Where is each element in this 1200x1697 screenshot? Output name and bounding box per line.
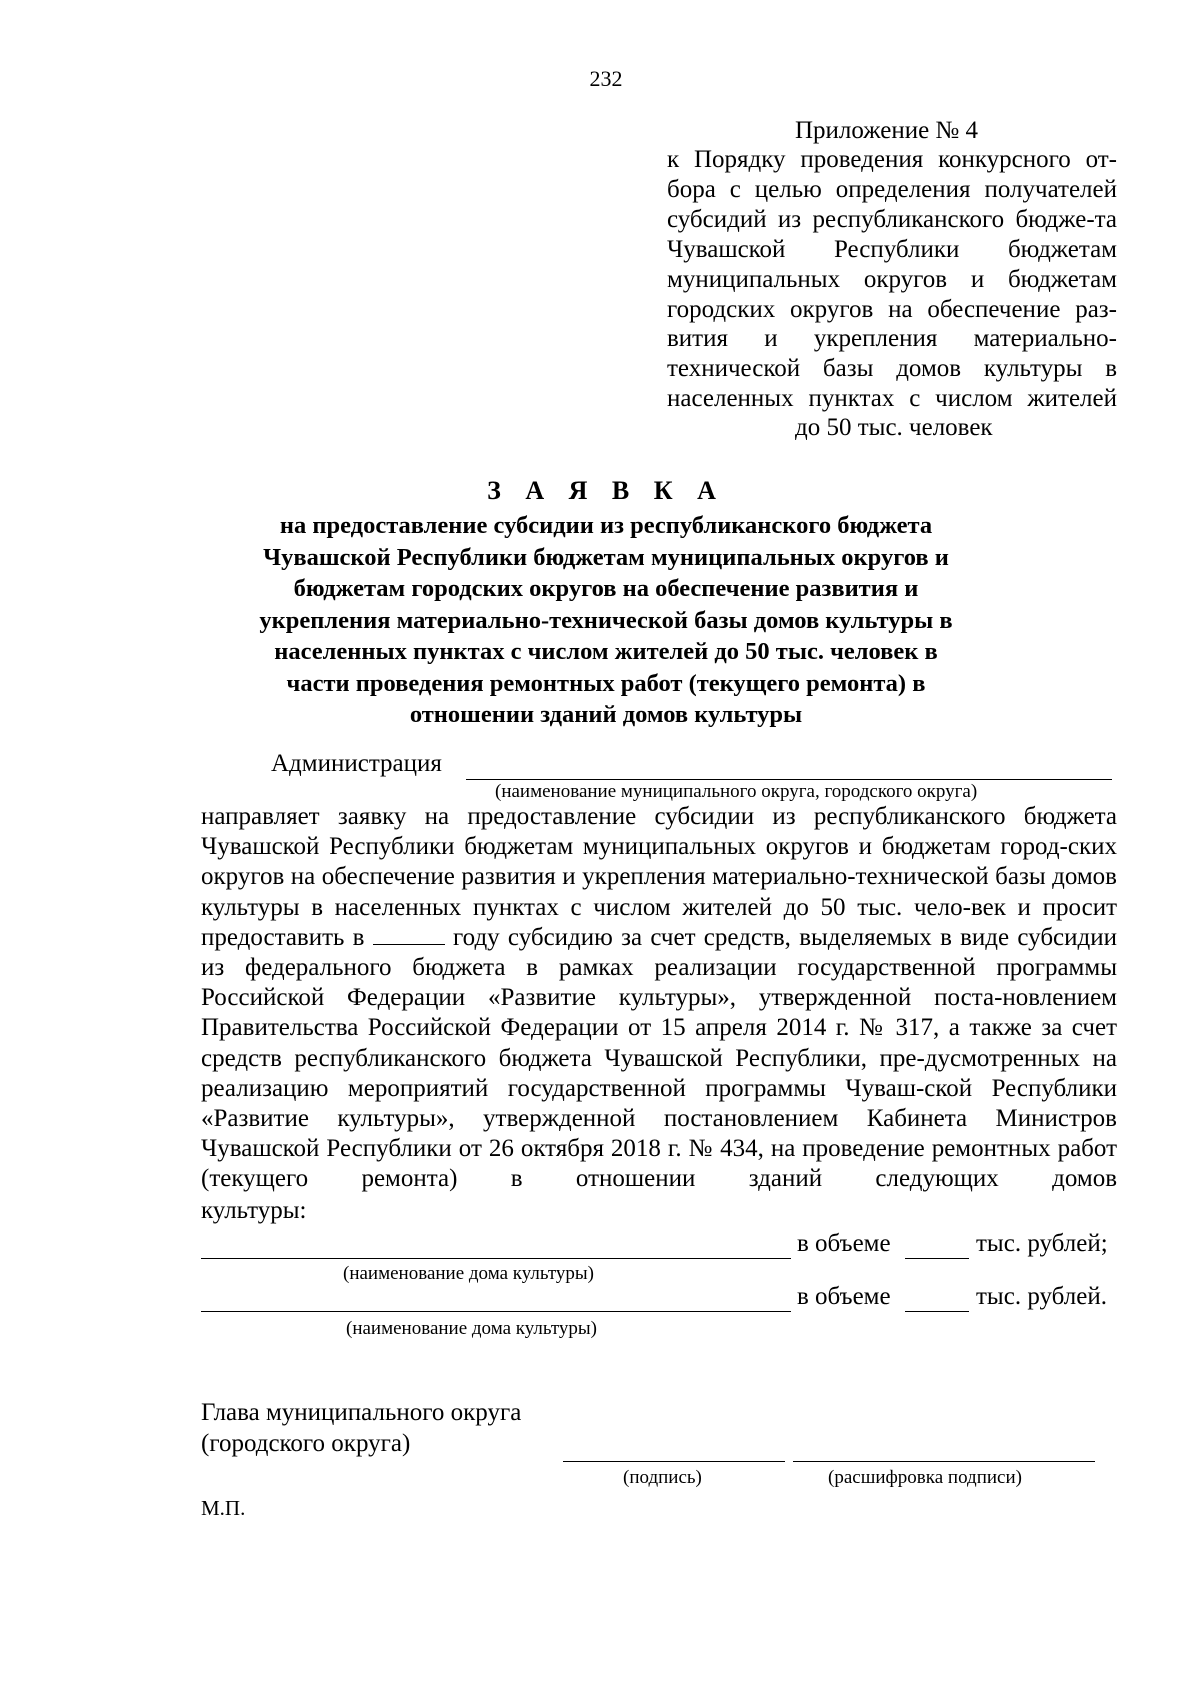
year-field[interactable]: [373, 943, 445, 945]
culture-house-caption-1: (наименование дома культуры): [343, 1263, 594, 1284]
volume-amount-field-2[interactable]: [905, 1311, 969, 1312]
culture-house-name-field-1[interactable]: [201, 1258, 791, 1259]
signature-caption: (подпись): [623, 1467, 702, 1488]
request-body-part1: направляет заявку на предоставление субсидии из республиканского бюджета Чувашской Республики бюджетам муниципальных округов и бюджетам город-ских округов на обеспечение развития и укрепления материально-технической базы домов культуры в населенных пунктах с числом жителей до 50 тыс. чело-век и просит предоставить в: [201, 803, 1117, 951]
seal-place: М.П.: [201, 1496, 246, 1520]
administration-label: Администрация: [271, 750, 442, 777]
page-number: 232: [589, 66, 623, 91]
signature-decode-caption: (расшифровка подписи): [828, 1467, 1022, 1488]
administration-caption: (наименование муниципального округа, городского округа): [495, 781, 978, 802]
volume-unit-1: тыс. рублей;: [976, 1230, 1108, 1257]
document-title: З А Я В К А: [487, 476, 725, 505]
request-body-last-line: культуры:: [201, 1197, 307, 1224]
administration-name-field[interactable]: [466, 779, 1112, 780]
request-body-part2: году субсидию за счет средств, выделяемых в виде субсидии из федерального бюджета в рамках реализации государственной программы Российской Федерации «Развитие культуры», утвержденной поста-новлением Правительства Российской Федерации от 15 апреля 2014 г. № 317, а также за счет средств республиканского бюджета Чувашской Республики, пре-дусмотренных на реализацию мероприятий государственной программы Чуваш-ской Республики «Развитие культуры», утвержденной постановлением Кабинета Министров Чувашской Республики от 26 октября 2018 г. № 434, на проведение ремонтных работ (текущего ремонта) в отношении зданий следующих домов: [201, 923, 1117, 1193]
signature-decode-field[interactable]: [793, 1461, 1095, 1462]
volume-label-2: в объеме: [797, 1283, 891, 1310]
volume-label-1: в объеме: [797, 1230, 891, 1257]
culture-house-name-field-2[interactable]: [201, 1311, 791, 1312]
volume-amount-field-1[interactable]: [905, 1258, 969, 1259]
volume-unit-2: тыс. рублей.: [976, 1283, 1107, 1310]
appendix-last-line: до 50 тыс. человек: [795, 414, 993, 441]
culture-house-caption-2: (наименование дома культуры): [346, 1318, 597, 1339]
signature-field[interactable]: [563, 1461, 785, 1462]
appendix-title: Приложение № 4: [795, 117, 979, 144]
head-title-line1: Глава муниципального округа: [201, 1399, 522, 1426]
request-body: [201, 802, 1117, 1195]
document-subtitle: на предоставление субсидии из республиканского бюджета Чувашской Республики бюджетам муниципальных округов и бюджетам городских округов на обеспечение развития и укрепления материально-технической базы домов культуры в населенных пунктах с числом жителей до 50 тыс. человек в части проведения ремонтных работ (текущего ремонта) в отношении зданий домов культуры: [259, 512, 953, 728]
head-title-line2: (городского округа): [201, 1430, 411, 1457]
appendix-text: к Порядку проведения конкурсного от-бора с целью определения получателей субсидий из республиканского бюдже-та Чувашской Республики бюджетам муниципальных округов и бюджетам городских округов на обеспечение раз-вития и укрепления материально-технической базы домов культуры в населенных пунктах с числом жителей: [667, 146, 1117, 413]
